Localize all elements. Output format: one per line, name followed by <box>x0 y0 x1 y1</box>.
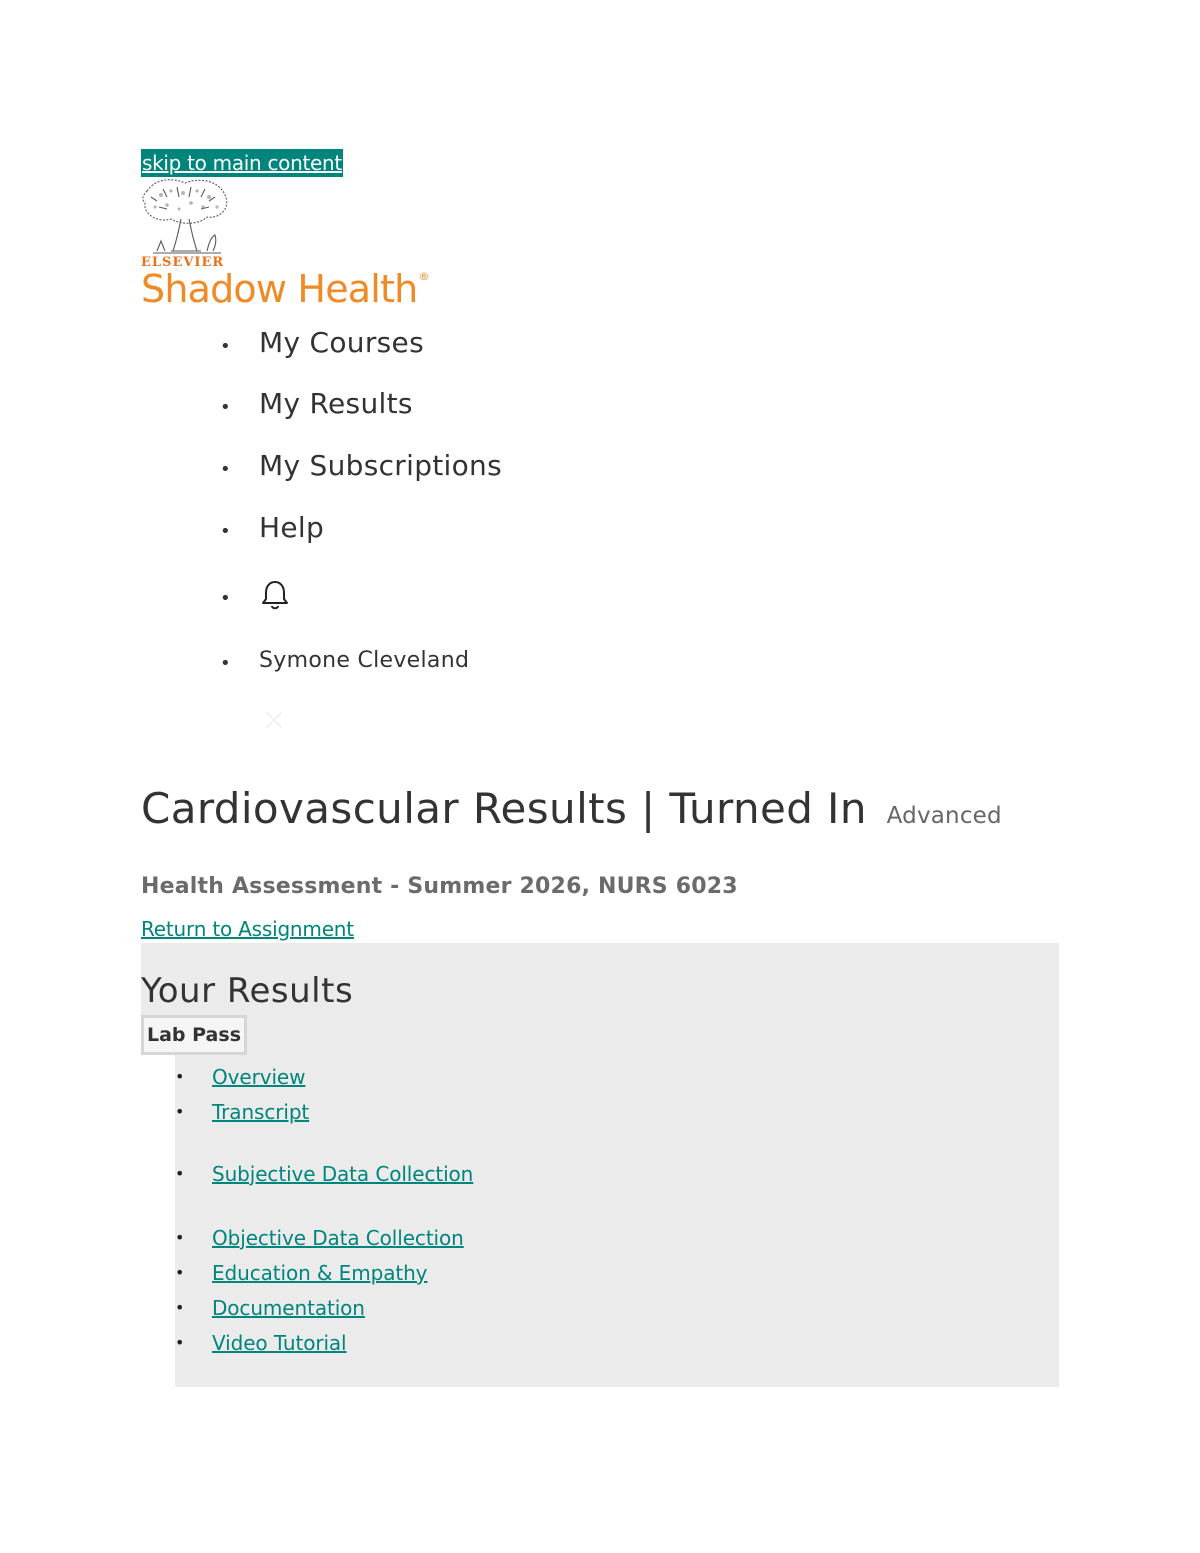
brand-name: Shadow Health <box>141 267 418 311</box>
bullet: • <box>220 588 231 609</box>
shadow-health-logo[interactable] <box>141 177 441 312</box>
bullet: • <box>175 1067 185 1086</box>
bullet: • <box>220 397 231 418</box>
education-empathy-link[interactable]: Education & Empathy <box>212 1261 428 1285</box>
nav-item-label[interactable]: My Courses <box>259 326 424 359</box>
shadow-health-wordmark <box>141 267 429 311</box>
bullet: • <box>175 1102 185 1121</box>
overview-link[interactable]: Overview <box>212 1065 306 1089</box>
bullet: • <box>220 653 231 674</box>
bullet: • <box>175 1164 185 1183</box>
nav-item-label[interactable]: My Subscriptions <box>259 449 502 482</box>
bullet: • <box>175 1263 185 1282</box>
documentation-link[interactable]: Documentation <box>212 1296 365 1320</box>
user-name[interactable]: Symone Cleveland <box>259 648 470 673</box>
bullet: • <box>175 1298 185 1317</box>
bullet: • <box>220 459 231 480</box>
bullet: • <box>175 1228 185 1247</box>
results-panel <box>141 943 1059 1387</box>
page-title <box>141 784 1002 833</box>
trademark-symbol: ® <box>418 270 429 283</box>
nav-item-label[interactable]: Help <box>259 511 325 544</box>
page-title-text: Cardiovascular Results | Turned In <box>141 784 867 833</box>
elsevier-wordmark: ELSEVIER <box>141 255 225 270</box>
transcript-link[interactable]: Transcript <box>212 1100 310 1124</box>
objective-data-collection-link[interactable]: Objective Data Collection <box>212 1226 464 1250</box>
results-heading: Your Results <box>141 971 354 1011</box>
video-tutorial-link[interactable]: Video Tutorial <box>212 1331 347 1355</box>
close-icon[interactable] <box>260 706 288 734</box>
bullet: • <box>220 336 231 357</box>
bullet: • <box>175 1333 185 1352</box>
bell-icon[interactable] <box>258 578 292 612</box>
difficulty-level: Advanced <box>886 803 1002 829</box>
elsevier-tree-logo-icon <box>141 177 229 255</box>
return-to-assignment-link[interactable]: Return to Assignment <box>141 917 354 941</box>
lab-pass-button[interactable]: Lab Pass <box>141 1015 247 1055</box>
subjective-data-collection-link[interactable]: Subjective Data Collection <box>212 1162 474 1186</box>
skip-to-main-content-link[interactable]: skip to main content <box>142 151 342 175</box>
bullet: • <box>220 521 231 542</box>
course-name: Health Assessment - Summer 2026, NURS 6023 <box>141 874 738 899</box>
nav-item-label[interactable]: My Results <box>259 387 413 420</box>
